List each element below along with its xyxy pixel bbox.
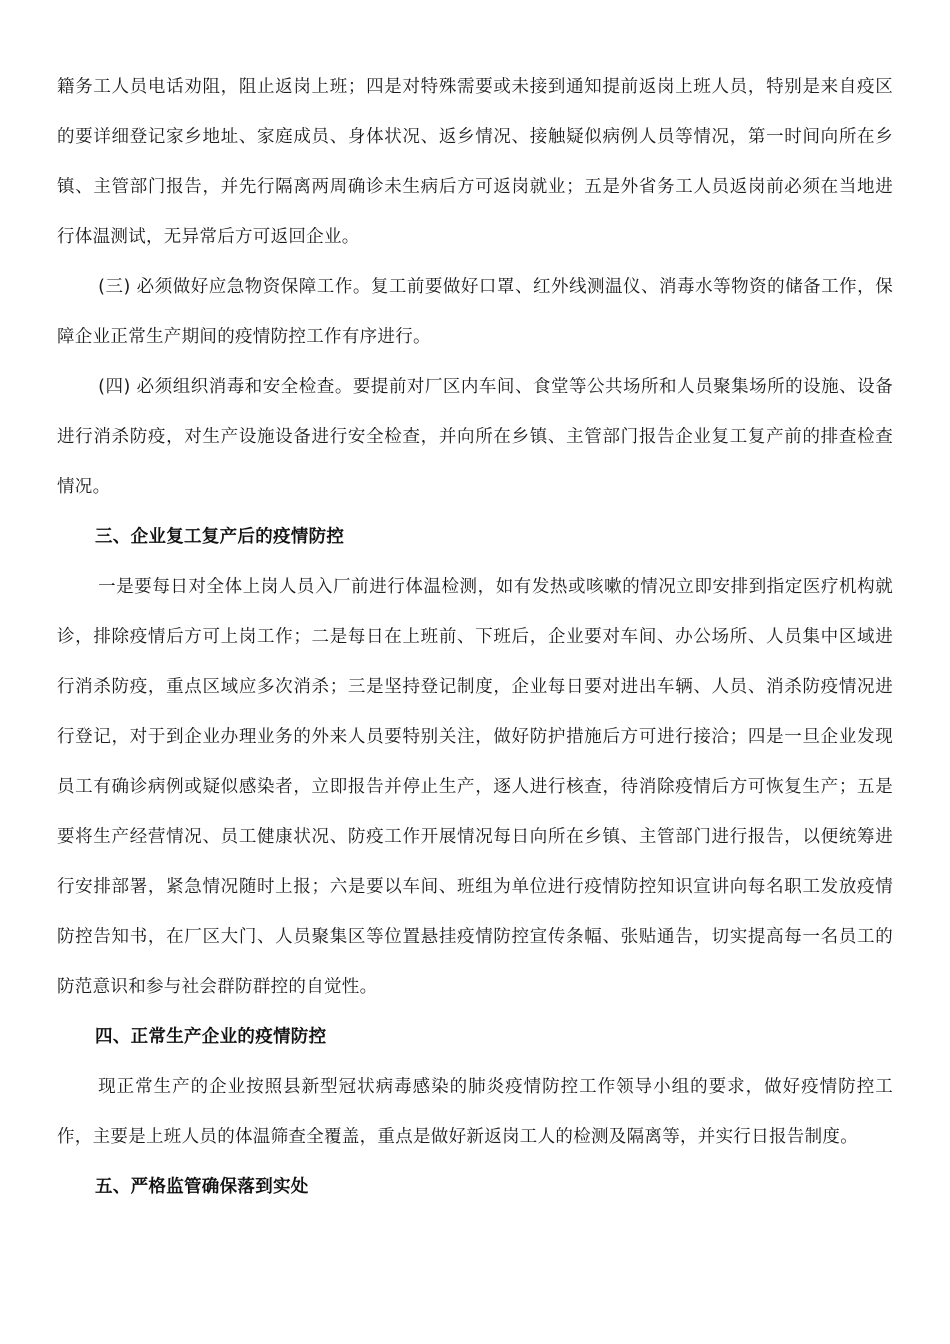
paragraph-normal-production: 现正常生产的企业按照县新型冠状病毒感染的肺炎疫情防控工作领导小组的要求，做好疫情防控工作，主要是上班人员的体温筛查全覆盖，重点是做好新返岗工人的检测及隔离等，并实行日报告制度。 [57,1077,893,1147]
paragraph-continuation: 籍务工人员电话劝阻，阻止返岗上班；四是对特殊需要或未接到通知提前返岗上班人员，特别是来自疫区的要详细登记家乡地址、家庭成员、身体状况、返乡情况、接触疑似病例人员等情况，第一时间向所在乡镇、主管部门报告，并先行隔离两周确诊未生病后方可返岗就业；五是外省务工人员返岗前必须在当地进行体温测试，无异常后方可返回企业。 [57,77,893,247]
section-heading-4: 四、正常生产企业的疫情防控 [95,1027,327,1047]
paragraph-disinfection-check: (四) 必须组织消毒和安全检查。要提前对厂区内车间、食堂等公共场所和人员聚集场所的设施、设备进行消杀防疫，对生产设施设备进行安全检查，并向所在乡镇、主管部门报告企业复工复产前的排查检查情况。 [57,377,893,497]
document-body [57,62,893,1212]
section-heading-3: 三、企业复工复产后的疫情防控 [95,527,345,547]
paragraph-after-resumption: 一是要每日对全体上岗人员入厂前进行体温检测，如有发热或咳嗽的情况立即安排到指定医疗机构就诊，排除疫情后方可上岗工作；二是每日在上班前、下班后，企业要对车间、办公场所、人员集中区域进行消杀防疫，重点区域应多次消杀；三是坚持登记制度，企业每日要对进出车辆、人员、消杀防疫情况进行登记，对于到企业办理业务的外来人员要特别关注，做好防护措施后方可进行接洽；四是一旦企业发现员工有确诊病例或疑似感染者，立即报告并停止生产，逐人进行核查，待消除疫情后方可恢复生产；五是要将生产经营情况、员工健康状况、防疫工作开展情况每日向所在乡镇、主管部门进行报告，以便统筹进行安排部署，紧急情况随时上报；六是要以车间、班组为单位进行疫情防控知识宣讲向每名职工发放疫情防控告知书，在厂区大门、人员聚集区等位置悬挂疫情防控宣传条幅、张贴通告，切实提高每一名员工的防范意识和参与社会群防群控的自觉性。 [57,577,893,997]
section-heading-5: 五、严格监管确保落到实处 [95,1177,309,1197]
paragraph-emergency-supplies: (三) 必须做好应急物资保障工作。复工前要做好口罩、红外线测温仪、消毒水等物资的储备工作，保障企业正常生产期间的疫情防控工作有序进行。 [57,277,893,347]
